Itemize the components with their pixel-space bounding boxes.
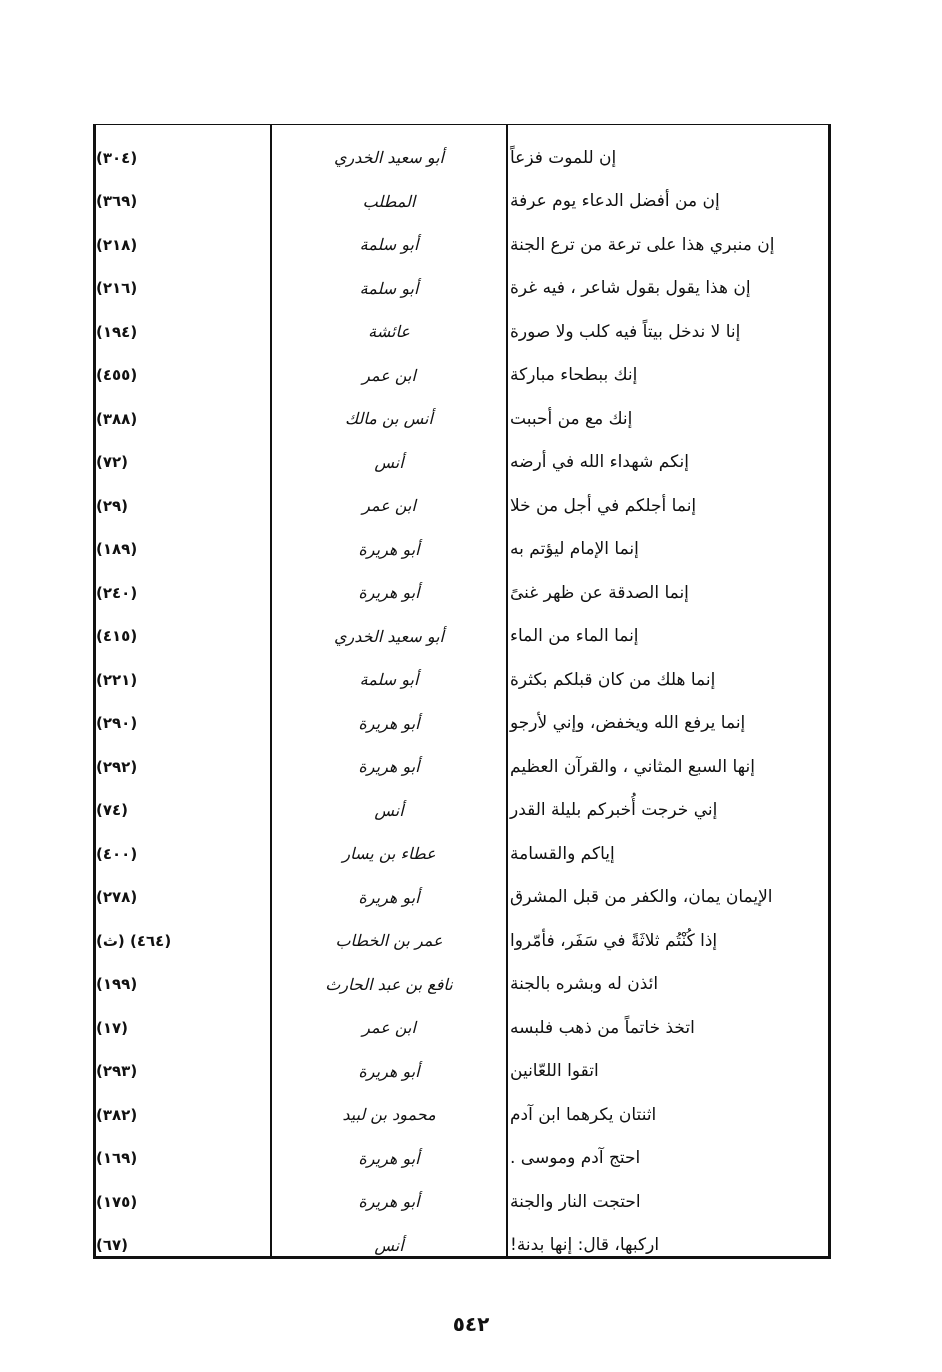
narrator-name: أنس بن مالك (345, 409, 433, 429)
hadith-text: إنما هلك من كان قبلكم بكثرة (510, 669, 716, 690)
hadith-text: احتج آدم وموسى . (510, 1148, 641, 1169)
hadith-text: إنكم شهداء الله في أرضه (510, 452, 689, 473)
hadith-text: إنما الإمام ليؤتم به (510, 539, 639, 560)
narrator-name: أبو هريرة (358, 1192, 420, 1212)
narrator-name: أبو سلمة (359, 278, 419, 298)
hadith-number: (٤٠٠) (96, 844, 138, 863)
table-row (96, 310, 828, 354)
narrator-name: أبو هريرة (358, 1148, 420, 1168)
narrator-name: أبو هريرة (358, 1061, 420, 1081)
hadith-number: (٢١٦) (96, 279, 138, 298)
hadith-number: (٤٥٥) (96, 366, 138, 385)
table-row (96, 1093, 828, 1137)
narrator-name: ابن عمر (362, 365, 416, 385)
table-row (96, 571, 828, 615)
table-row (96, 180, 828, 224)
hadith-text: ائذن له وبشره بالجنة (510, 974, 659, 995)
narrator-name: نافع بن عبد الحارث (325, 974, 453, 994)
hadith-number: (٢٢١) (96, 670, 138, 689)
hadith-text: إن للموت فزعاً (510, 147, 617, 168)
hadith-text: احتجت النار والجنة (510, 1191, 641, 1212)
hadith-number: (٢٤٠) (96, 583, 138, 602)
hadith-text: إني خرجت أُخبركم بليلة القدر (510, 800, 718, 821)
hadith-number: (١٨٩) (96, 540, 138, 559)
narrator-name: أبو هريرة (358, 713, 420, 733)
table-row (96, 832, 828, 876)
hadith-number: (٢٧٨) (96, 888, 138, 907)
hadith-text: اتقوا اللعّانين (510, 1061, 599, 1082)
table-row (96, 1180, 828, 1224)
hadith-number: (٢١٨) (96, 235, 138, 254)
table-row (96, 658, 828, 702)
table-row (96, 745, 828, 789)
table-row (96, 876, 828, 920)
table-row (96, 702, 828, 746)
table-row (96, 397, 828, 441)
hadith-text: إنما الصدقة عن ظهر غنىً (510, 582, 689, 603)
narrator-name: أنس (374, 800, 404, 820)
narrator-name: عمر بن الخطاب (335, 931, 443, 951)
table-row (96, 528, 828, 572)
hadith-text: اركبها، قال: إنها بدنة! (510, 1235, 660, 1256)
hadith-number: (٢٩٢) (96, 757, 138, 776)
narrator-name: أبو هريرة (358, 887, 420, 907)
narrator-name: أنس (374, 1235, 404, 1255)
hadith-number: (٤٦٤) (ث) (96, 931, 172, 950)
table-row (96, 136, 828, 180)
hadith-index-table (93, 124, 831, 1259)
table-row (96, 354, 828, 398)
hadith-number: (٢٩٠) (96, 714, 138, 733)
table-row (96, 484, 828, 528)
narrator-name: ابن عمر (362, 496, 416, 516)
narrator-name: ابن عمر (362, 1018, 416, 1038)
hadith-text: اتخذ خاتماً من ذهب فلبسه (510, 1017, 695, 1038)
hadith-text: إنها السبع المثاني ، والقرآن العظيم (510, 756, 755, 777)
hadith-text: إنما أجلكم في أجل من خلا (510, 495, 697, 516)
hadith-number: (٧٢) (96, 453, 129, 472)
hadith-text: إنما يرفع الله ويخفض، وإني لأرجو (510, 713, 746, 734)
narrator-name: أبو سلمة (359, 670, 419, 690)
narrator-name: أبو هريرة (358, 757, 420, 777)
hadith-number: (٢٩٣) (96, 1062, 138, 1081)
hadith-number: (١٧) (96, 1018, 129, 1037)
hadith-number: (٣٨٢) (96, 1105, 138, 1124)
narrator-name: المطلب (362, 191, 416, 211)
narrator-name: أبو هريرة (358, 539, 420, 559)
table-row (96, 1224, 828, 1268)
hadith-text: إن من أفضل الدعاء يوم عرفة (510, 191, 720, 212)
table-row (96, 1137, 828, 1181)
narrator-name: عائشة (368, 322, 410, 342)
hadith-text: إن هذا يقول بقول شاعر ، فيه غرة (510, 278, 751, 299)
hadith-text: إياكم والقسامة (510, 843, 615, 864)
hadith-text: إنك ببطحاء مباركة (510, 365, 638, 386)
hadith-text: الإيمان يمان، والكفر من قبل المشرق (510, 887, 773, 908)
hadith-number: (٤١٥) (96, 627, 138, 646)
hadith-text: إنك مع من أحببت (510, 408, 633, 429)
narrator-name: أبو سعيد الخدري (334, 626, 444, 646)
narrator-name: عطاء بن يسار (342, 844, 436, 864)
hadith-text: إن منبري هذا على ترعة من ترع الجنة (510, 234, 775, 255)
table-row (96, 223, 828, 267)
table-row (96, 963, 828, 1007)
table-row (96, 615, 828, 659)
table-row (96, 267, 828, 311)
table-row (96, 1050, 828, 1094)
hadith-number: (١٧٥) (96, 1192, 138, 1211)
table-row (96, 919, 828, 963)
narrator-name: أبو سعيد الخدري (334, 148, 444, 168)
hadith-number: (٣٠٤) (96, 148, 138, 167)
hadith-number: (٦٧) (96, 1236, 129, 1255)
narrator-name: أبو هريرة (358, 583, 420, 603)
table-row (96, 441, 828, 485)
narrator-name: محمود بن لبيد (342, 1105, 436, 1125)
hadith-text: إذا كُنْتُم ثلاثَةً في سَفَر، فأمّروا (510, 930, 718, 951)
hadith-number: (٧٤) (96, 801, 129, 820)
hadith-number: (١٩٤) (96, 322, 138, 341)
table-row (96, 1006, 828, 1050)
hadith-number: (١٦٩) (96, 1149, 138, 1168)
hadith-text: إنا لا ندخل بيتاً فيه كلب ولا صورة (510, 321, 741, 342)
narrator-name: أبو سلمة (359, 235, 419, 255)
hadith-text: اثنتان يكرهما ابن آدم (510, 1104, 657, 1125)
table-row (96, 789, 828, 833)
narrator-name: أنس (374, 452, 404, 472)
page-number: ٥٤٢ (452, 1312, 490, 1336)
hadith-number: (٣٦٩) (96, 192, 138, 211)
hadith-number: (٣٨٨) (96, 409, 138, 428)
hadith-number: (١٩٩) (96, 975, 138, 994)
hadith-number: (٢٩) (96, 496, 129, 515)
hadith-text: إنما الماء من الماء (510, 626, 639, 647)
